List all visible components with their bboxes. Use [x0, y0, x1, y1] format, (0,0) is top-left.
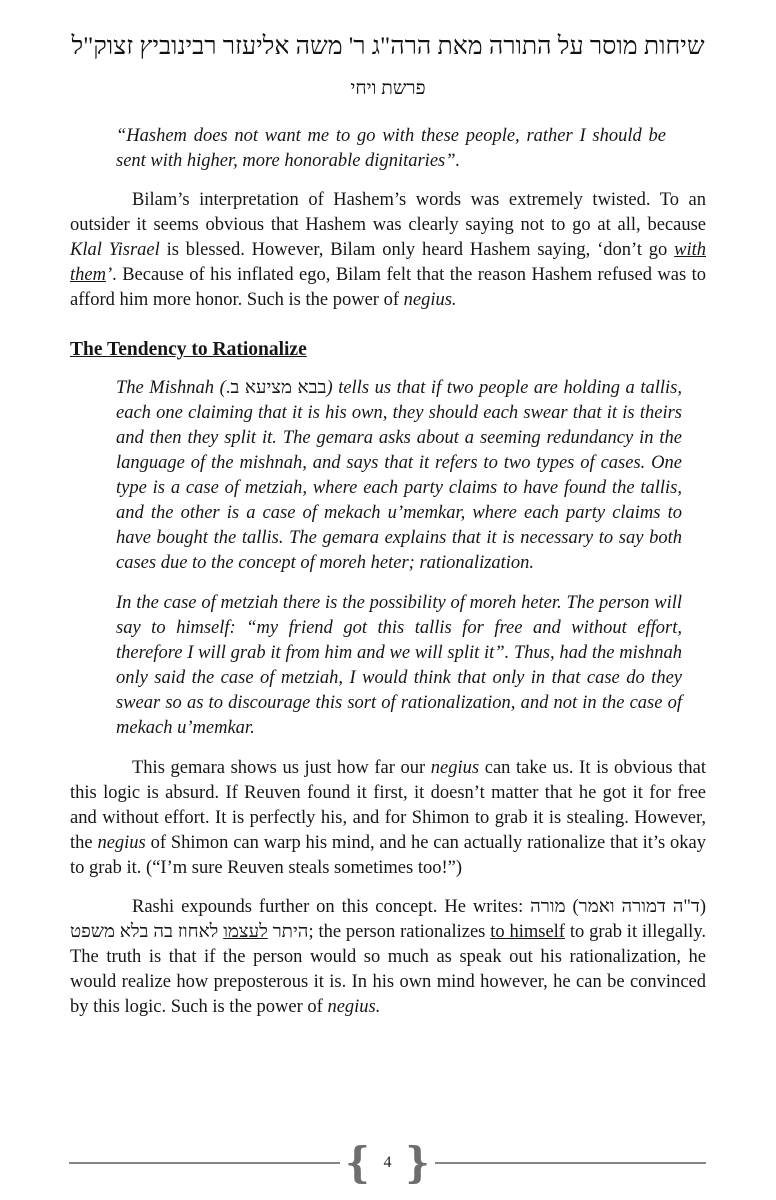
text-run: Bilam’s interpretation of Hashem’s words was extremely twisted. To an outsider it seems obvious that Hashem was clearly saying not to go at all, because [70, 190, 706, 235]
text-run: with them [70, 240, 706, 285]
hebrew-text-run: בבא מציעא ב. [225, 378, 327, 398]
text-run: לאחוז בה בלא משפט [70, 922, 224, 942]
right-bracket-decoration: } [404, 1138, 430, 1187]
page-footer [69, 1138, 706, 1187]
gemara-quote-block [116, 376, 682, 576]
body-paragraph [70, 756, 706, 881]
footer-rule-left [69, 1162, 340, 1164]
parsha-subtitle: פרשת ויחי [350, 78, 426, 99]
text-run: Klal Yisrael [70, 240, 160, 260]
text-run: negius. [327, 997, 381, 1017]
text-run: לעצמו [223, 922, 268, 942]
body-paragraph [70, 188, 706, 313]
hebrew-title: שיחות מוסר על התורה מאת הרה"ג ר' משה אליעזר רבינוביץ זצוק"ל [71, 33, 705, 60]
left-bracket-decoration: { [345, 1138, 371, 1187]
gemara-quote-block [116, 591, 682, 741]
text-run: This gemara shows us just how far our [132, 758, 431, 778]
text-run: ) tells us that if two people are holding a tallis, each one claiming that it is his own, they should each swear that it is theirs and then they split it. The gemara asks about a seeming redundancy in the language of the mishnah, and says that it refers to two types of cases. One type is a case of metziah, where each party claims to have found the tallis, and the other is a case of mekach u’memkar, where each party claims to have bought the tallis. The gemara explains that it is necessary to say both cases due to the concept of moreh heter; rationalization. [116, 378, 682, 573]
page-number: 4 [383, 1154, 392, 1171]
text-run: In the case of metziah there is the possibility of moreh heter. The person will say to himself: “my friend got this tallis for free and without effort, therefore I will grab it from him and we will split it”. Thus, had the mishnah only said the case of metziah, I would think that only in that case do they swear so as to discourage this sort of rationalization, and not in the case of mekach u’memkar. [116, 593, 682, 738]
text-run: ; the person rationalizes [308, 922, 491, 942]
text-run: is blessed. However, Bilam only heard Hashem saying, ‘don’t go [159, 240, 675, 260]
text-run: The Tendency to Rationalize [70, 339, 307, 360]
opening-quote [116, 124, 666, 174]
footer-rule-right [435, 1162, 706, 1164]
text-run: . Because of his inflated ego, Bilam felt that the reason Hashem refused was to afford him more honor. Such is the power of [70, 265, 706, 310]
text-run: can take us. It is obvious that this logic is absurd. If Reuven found it first, it doesn’t matter that he got it for free and without effort. It is perfectly his, and for Shimon to grab it is stealing. However, the [70, 758, 706, 853]
text-run: negius [430, 758, 480, 778]
text-run: (ד"ה דמורה ואמר) מורה היתר [267, 897, 706, 942]
text-run: The Mishnah ( [116, 378, 226, 398]
section-heading [70, 337, 706, 362]
body-paragraph [70, 895, 706, 1020]
text-run: negius. [403, 290, 457, 310]
text-run: “Hashem does not want me to go with these people, rather I should be sent with higher, more honorable dignitaries”. [116, 126, 666, 171]
text-run: negius [97, 833, 146, 853]
text-run: to grab it illegally. The truth is that if the person would so much as speak out his rationalization, he would realize how preposterous it is. In his own mind however, he can be convinced by this logic. Such is the power of [70, 922, 706, 1017]
text-run: of Shimon can warp his mind, and he can actually rationalize that it’s okay to grab it. (“I’m sure Reuven steals sometimes too!”) [70, 833, 706, 878]
text-run: to himself [490, 922, 565, 942]
text-run: ’ [105, 265, 113, 285]
document-body [70, 124, 706, 1020]
text-run: Rashi expounds further on this concept. He writes: [132, 897, 531, 917]
